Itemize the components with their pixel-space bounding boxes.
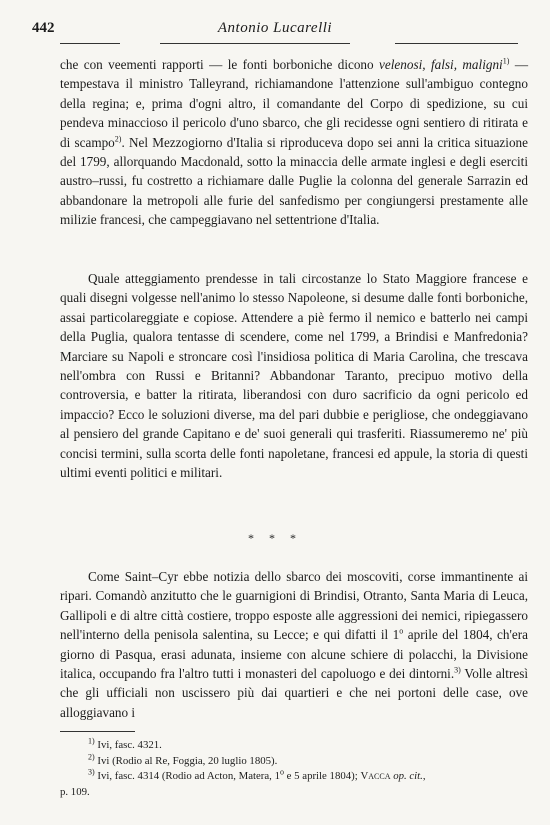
footnote-text: Ivi, fasc. 4321. [97, 739, 162, 751]
running-title: Antonio Lucarelli [217, 20, 333, 36]
footnote-rule [60, 731, 135, 732]
footnote-author: Vacca [360, 770, 391, 782]
footnote-text: Ivi, fasc. 4314 (Rodio ad Acton, Matera, 1 [97, 770, 280, 782]
paragraph-2 [60, 269, 528, 482]
footnote-text: , [422, 770, 426, 782]
footnote-3-continuation: p. 109. [60, 785, 90, 798]
ordinal-superscript: o [399, 626, 404, 636]
ordinal-superscript: o [279, 767, 284, 777]
header-rule-left [60, 43, 120, 44]
paragraph-1 [60, 55, 528, 230]
section-separator: * * * [248, 531, 302, 545]
header-rule-right [395, 43, 518, 44]
paragraph-1-text-a: che con veementi rapporti — le fonti borboniche dicono [60, 57, 380, 72]
paragraph-2-text: Quale atteggiamento prendesse in tali circostanze lo Stato Maggiore francese e quali disegni volgesse nell'animo lo stesso Napoleone, si desume dalle fonti borboniche, assai particolareggiate e copiose. Attendere a piè fermo il nemico e batterlo nei campi della Puglia, qualora tentasse di scendere, come nel 1799, a Brindisi e Manfredonia? Marciare su Napoli e stroncare così l'insidiosa politica di Maria Carolina, che trescava nell'ombra con Russi e Britanni? Abbandonar Taranto, precipuo motivo della controversia, e batter la ritirata, liberandosi con duro sacrificio da ogni pericolo ed impaccio? Ecco le soluzioni diverse, ma del pari dubbie e perigliose, che ondeggiavano al pensiero del grande Capitano e de' suoi generali qui trasferiti. Riassumeremo ne' più concisi termini, sulla scorta delle fonti napoletane, francesi ed appule, la storia di questi ultimi eventi politici e militari. [60, 271, 528, 481]
paragraph-1-text-c: . Nel Mezzogiorno d'Italia si riproduceva dopo sei anni la critica situazione del 1799, allorquando Macdonald, sotto la minaccia delle armate inglesi e degli eserciti austro–russi, fu costretto a richiamare dalle Puglie la colonna del generale Sarrazin ed abbandonare la metropoli alle furie del sanfedismo per congiungersi prestamente alle milizie francesi, che campeggiavano nel settentrione d'Italia. [60, 134, 528, 228]
note-ref-3: 3) [454, 665, 461, 675]
paragraph-1-text-b: — tempestava il ministro Talleyrand, richiamandone l'attenzione sull'ambiguo contegno della regina; e, prima d'ogni altro, il comandante del Corpo di spedizione, su cui pendeva minaccioso il pericolo d'uno sbarco, che gli recidesse ogni sentiero di ritirata e di scampo [60, 57, 528, 150]
header-rule-middle [160, 43, 350, 44]
paragraph-3-text-a: Come Saint–Cyr ebbe notizia dello sbarco dei moscoviti, corse immantinente ai ripari. Comandò anzitutto che le guarnigioni di Brindisi, Otranto, Santa Maria di Leuca, Gallipoli e di altre città costiere, troppo esposte alle aggressioni dei nemici, ripiegassero nell'interno della penisola salentina, su Lecce; e qui difatti il 1 [60, 569, 528, 643]
footnote-2 [60, 751, 528, 770]
footnote-mark: 2) [88, 751, 95, 761]
footnote-text: Ivi (Rodio al Re, Foggia, 20 luglio 1805). [97, 754, 278, 767]
page-number: 442 [32, 20, 55, 36]
footnote-mark: 1) [88, 736, 95, 746]
note-ref-2: 2) [114, 134, 122, 144]
footnotes [60, 738, 528, 800]
footnote-mark: 3) [88, 767, 95, 777]
paragraph-3-text-c: Volle altresì che gli ufficiali non uscissero più dai quartieri e che nei portoni delle case, ove alloggiavano i [60, 666, 528, 720]
note-ref-1: 1) [502, 56, 510, 66]
paragraph-3 [60, 567, 528, 722]
footnote-1 [60, 738, 528, 754]
paragraph-3-text-b: aprile del 1804, ch'era giorno di Pasqua, erasi adunata, insieme con alcune schiere di polacchi, la Divisione italica, occupando fra l'altro tutti i monasteri del capoluogo e dei dintorni. [60, 627, 528, 682]
footnote-text: e 5 aprile 1804); [283, 770, 361, 782]
quoted-adjectives: velenosi, falsi, maligni [379, 57, 503, 72]
footnote-citation: op. cit. [393, 770, 423, 782]
footnote-3 [60, 769, 528, 785]
page-header [32, 20, 518, 42]
